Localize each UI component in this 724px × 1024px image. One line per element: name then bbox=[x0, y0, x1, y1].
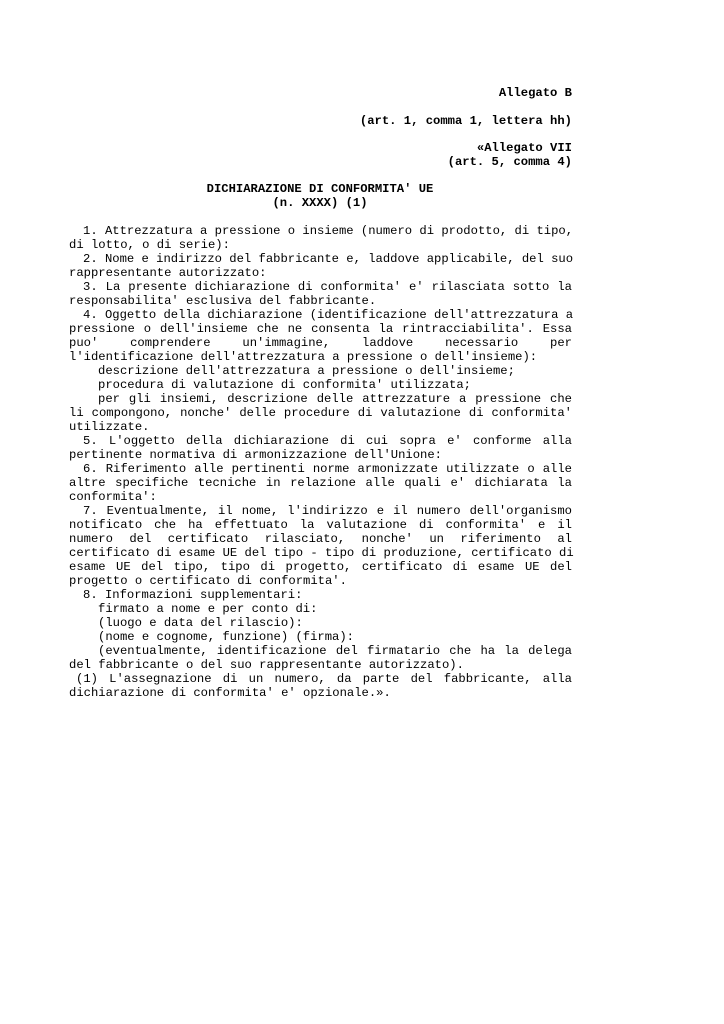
text-line: 3. La presente dichiarazione di conformita' e' rilasciata sotto la bbox=[83, 280, 572, 294]
footnote-line: (1) L'assegnazione di un numero, da parte del fabbricante, alla bbox=[76, 672, 572, 686]
document-subtitle: (n. XXXX) (1) bbox=[272, 196, 368, 210]
declaration-body bbox=[69, 224, 572, 700]
text-line: altre specifiche tecniche in relazione alle quali e' dichiarata la bbox=[69, 476, 572, 490]
text-line: (eventualmente, identificazione del firmatario che ha la delega bbox=[98, 644, 572, 658]
text-line: esame UE del tipo, tipo di progetto, certificato di esame UE del bbox=[69, 560, 572, 574]
text-line: pertinente normativa di armonizzazione dell'Unione: bbox=[69, 448, 442, 462]
text-line: numero del certificato rilasciato, nonche' un riferimento al bbox=[69, 532, 572, 546]
text-line: responsabilita' esclusiva del fabbricante. bbox=[69, 294, 377, 308]
text-line: utilizzate. bbox=[69, 420, 150, 434]
text-line: progetto o certificato di conformita'. bbox=[69, 574, 347, 588]
text-line: 2. Nome e indirizzo del fabbricante e, laddove applicabile, del suo bbox=[83, 252, 574, 266]
annex-vii-label: «Allegato VII bbox=[476, 141, 572, 155]
text-line: 4. Oggetto della dichiarazione (identificazione dell'attrezzatura a bbox=[83, 308, 574, 322]
text-line: descrizione dell'attrezzatura a pressione o dell'insieme; bbox=[98, 364, 515, 378]
text-line: 7. Eventualmente, il nome, l'indirizzo e il numero dell'organismo bbox=[83, 504, 572, 518]
text-line: di lotto, o di serie): bbox=[69, 238, 230, 252]
footnote-line: dichiarazione di conformita' e' opzionale.». bbox=[69, 686, 391, 700]
text-line: conformita': bbox=[69, 490, 157, 504]
text-line: 1. Attrezzatura a pressione o insieme (numero di prodotto, di tipo, bbox=[83, 224, 574, 238]
text-line: 5. L'oggetto della dichiarazione di cui sopra e' conforme alla bbox=[83, 434, 572, 448]
text-line: 8. Informazioni supplementari: bbox=[83, 588, 303, 602]
annex-label: Allegato B bbox=[498, 86, 572, 100]
text-line: procedura di valutazione di conformita' utilizzata; bbox=[98, 378, 471, 392]
text-line: (nome e cognome, funzione) (firma): bbox=[98, 630, 354, 644]
text-line: pressione o dell'insieme che ne consenta la rintracciabilita'. Essa bbox=[69, 322, 572, 336]
text-line: 6. Riferimento alle pertinenti norme armonizzate utilizzate o alle bbox=[83, 462, 572, 476]
article-reference: (art. 1, comma 1, lettera hh) bbox=[359, 114, 572, 128]
document-title: DICHIARAZIONE DI CONFORMITA' UE bbox=[206, 182, 434, 196]
text-line: (luogo e data del rilascio): bbox=[98, 616, 303, 630]
text-line: li compongono, nonche' delle procedure di valutazione di conformita' bbox=[69, 406, 572, 420]
text-line: rappresentante autorizzato: bbox=[69, 266, 267, 280]
text-line: certificato di esame UE del tipo - tipo di produzione, certificato di bbox=[69, 546, 574, 560]
text-line: notificato che ha effettuato la valutazione di conformita' e il bbox=[69, 518, 572, 532]
text-line: l'identificazione dell'attrezzatura a pressione o dell'insieme): bbox=[69, 350, 538, 364]
text-line: puo' comprendere un'immagine, laddove necessario per bbox=[69, 336, 572, 350]
article-5-reference: (art. 5, comma 4) bbox=[447, 155, 572, 169]
text-line: del fabbricante o del suo rappresentante autorizzato). bbox=[69, 658, 464, 672]
text-line: per gli insiemi, descrizione delle attrezzature a pressione che bbox=[98, 392, 572, 406]
text-line: firmato a nome e per conto di: bbox=[98, 602, 318, 616]
